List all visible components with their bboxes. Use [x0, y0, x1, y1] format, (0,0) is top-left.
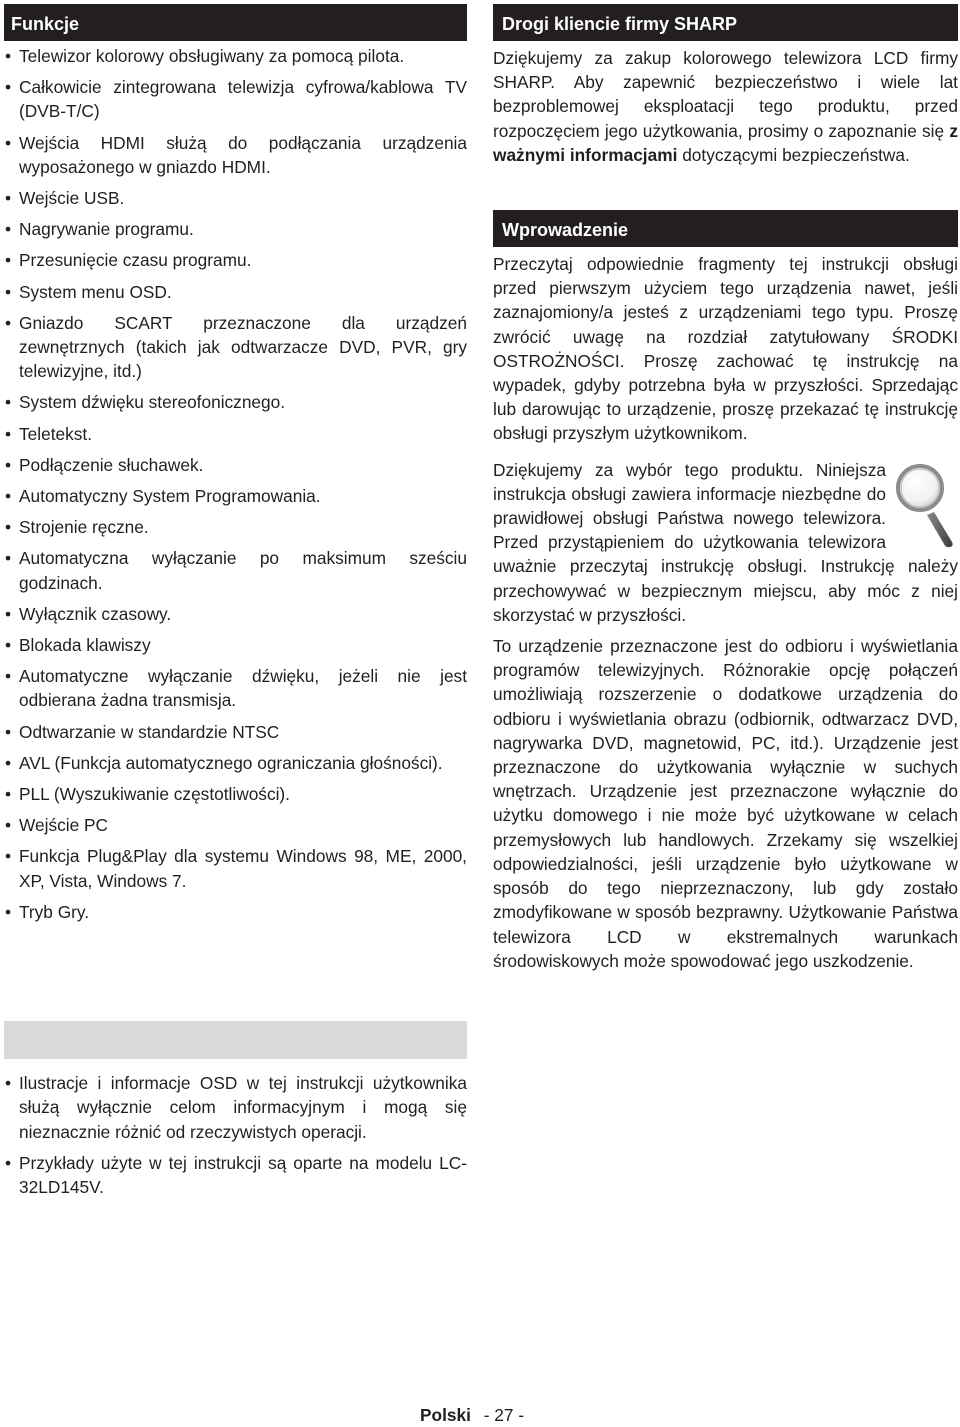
- footer-language: Polski: [420, 1405, 471, 1425]
- feature-item: • Wejście PC: [4, 813, 467, 837]
- feature-item: • AVL (Funkcja automatycznego ograniczania głośności).: [4, 751, 467, 775]
- feature-item: • Teletekst.: [4, 422, 467, 446]
- feature-item: • Odtwarzanie w standardzie NTSC: [4, 720, 467, 744]
- thanks-text-end: dotyczącymi bezpieczeństwa.: [677, 144, 910, 165]
- feature-item: • Automatyczna wyłączanie po maksimum sześciu godzinach.: [4, 546, 467, 594]
- notes-list: [4, 1071, 467, 1199]
- intro-paragraph-3: To urządzenie przeznaczone jest do odbioru i wyświetlania programów telewizyjnych. Różnorakie opcję połączeń umożliwiają rozszerzenie o dodatkowe urządzenia do odbioru i wyświetlania obrazu (odbiornik, odtwarzacz DVD, nagrywarka DVD, magnetowid, PC, itd.). Urządzenie jest przeznaczone do użytkowania wyłącznie w suchych wnętrzach. Urządzenie jest przeznaczone wyłącznie do użytku domowego i nie może być użytkowane w celach przemysłowych lub handlowych. Zrzekamy się wszelkiej odpowiedzialności, jeśli urządzenie było użytkowane w sposób do tego nieprzeznaczony, lub gdy zostało zmodyfikowane w sposób bezprawny. Użytkowanie Państwa telewizora LCD w ekstremalnych warunkach środowiskowych może spowodować jego uszkodzenie.: [493, 636, 958, 971]
- gray-divider-band: [4, 1021, 467, 1059]
- page-number: - 27 -: [483, 1405, 525, 1425]
- thanks-important-info: z ważnymi informacjami: [493, 120, 958, 165]
- feature-item: • PLL (Wyszukiwanie częstotliwości).: [4, 782, 467, 806]
- features-list: [4, 44, 467, 924]
- dear-customer-header: Drogi kliencie firmy SHARP: [493, 4, 958, 41]
- feature-item: • Gniazdo SCART przeznaczone dla urządzeń zewnętrznych (takich jak odtwarzacze DVD, PVR, gry telewizyjne, itd.): [4, 311, 467, 384]
- page-footer: [420, 1403, 524, 1427]
- feature-item: • Wejścia HDMI służą do podłączania urządzenia wyposażonego w gniazdo HDMI.: [4, 131, 467, 179]
- feature-item: • Podłączenie słuchawek.: [4, 453, 467, 477]
- note-item: • Przykłady użyte w tej instrukcji są oparte na modelu LC-32LD145V.: [4, 1151, 467, 1199]
- intro-paragraph-2: Dziękujemy za wybór tego produktu. Niniejsza instrukcja obsługi zawiera informacje niezbędne do prawidłowej obsługi Państwa nowego telewizora. Przed przystąpieniem do użytkowania telewizora uważnie przeczytaj instrukcję obsługi. Instrukcję należy przechowywać w bezpiecznym miejscu, aby móc z niej skorzystać w przyszłości.: [493, 459, 958, 625]
- feature-item: • Wyłącznik czasowy.: [4, 602, 467, 626]
- feature-item: • Nagrywanie programu.: [4, 217, 467, 241]
- feature-item: • Wejście USB.: [4, 186, 467, 210]
- feature-item: • Tryb Gry.: [4, 900, 467, 924]
- feature-item: • Telewizor kolorowy obsługiwany za pomocą pilota.: [4, 44, 467, 68]
- features-header: Funkcje: [4, 4, 467, 41]
- feature-item: • System menu OSD.: [4, 280, 467, 304]
- feature-item: • Funkcja Plug&Play dla systemu Windows 98, ME, 2000, XP, Vista, Windows 7.: [4, 844, 467, 892]
- feature-item: • Blokada klawiszy: [4, 633, 467, 657]
- feature-item: • System dźwięku stereofonicznego.: [4, 390, 467, 414]
- feature-item: • Automatyczny System Programowania.: [4, 484, 467, 508]
- note-item: • Ilustracje i informacje OSD w tej instrukcji użytkownika służą wyłącznie celom informacyjnym i mogą się nieznacznie różnić od rzeczywistych operacji.: [4, 1071, 467, 1144]
- left-column: [4, 4, 467, 1206]
- feature-item: • Strojenie ręczne.: [4, 515, 467, 539]
- introduction-header: Wprowadzenie: [493, 210, 958, 247]
- thanks-paragraph: [493, 46, 958, 167]
- thanks-text: Dziękujemy za zakup kolorowego telewizora LCD firmy SHARP. Aby zapewnić bezpieczeństwo i wiele lat bezproblemowej eksploatacji tego produktu, przed rozpoczęciem jego użytkowania, prosimy o zapoznanie się: [493, 48, 958, 141]
- right-column: [493, 4, 958, 973]
- feature-item: • Całkowicie zintegrowana telewizja cyfrowa/kablowa TV (DVB-T/C): [4, 75, 467, 123]
- intro-paragraph-2-block: [493, 458, 958, 627]
- intro-paragraph-1: Przeczytaj odpowiednie fragmenty tej instrukcji obsługi przed pierwszym użyciem tego urządzenia nawet, jeśli zaznajomiony/a jesteś z urządzeniami tego typu. Proszę zwrócić uwagę na rozdział zatytułowany ŚRODKI OSTROŻNOŚCI. Proszę zachować tę instrukcję na wypadek, gdyby potrzebna była w przyszłości. Sprzedając lub darowując to urządzenie, proszę przekazać tę instrukcję obsługi przyszłym użytkownikom.: [493, 254, 958, 444]
- feature-item: • Automatyczne wyłączanie dźwięku, jeżeli nie jest odbierana żadna transmisja.: [4, 664, 467, 712]
- magnifying-glass-icon: [894, 462, 958, 548]
- feature-item: • Przesunięcie czasu programu.: [4, 248, 467, 272]
